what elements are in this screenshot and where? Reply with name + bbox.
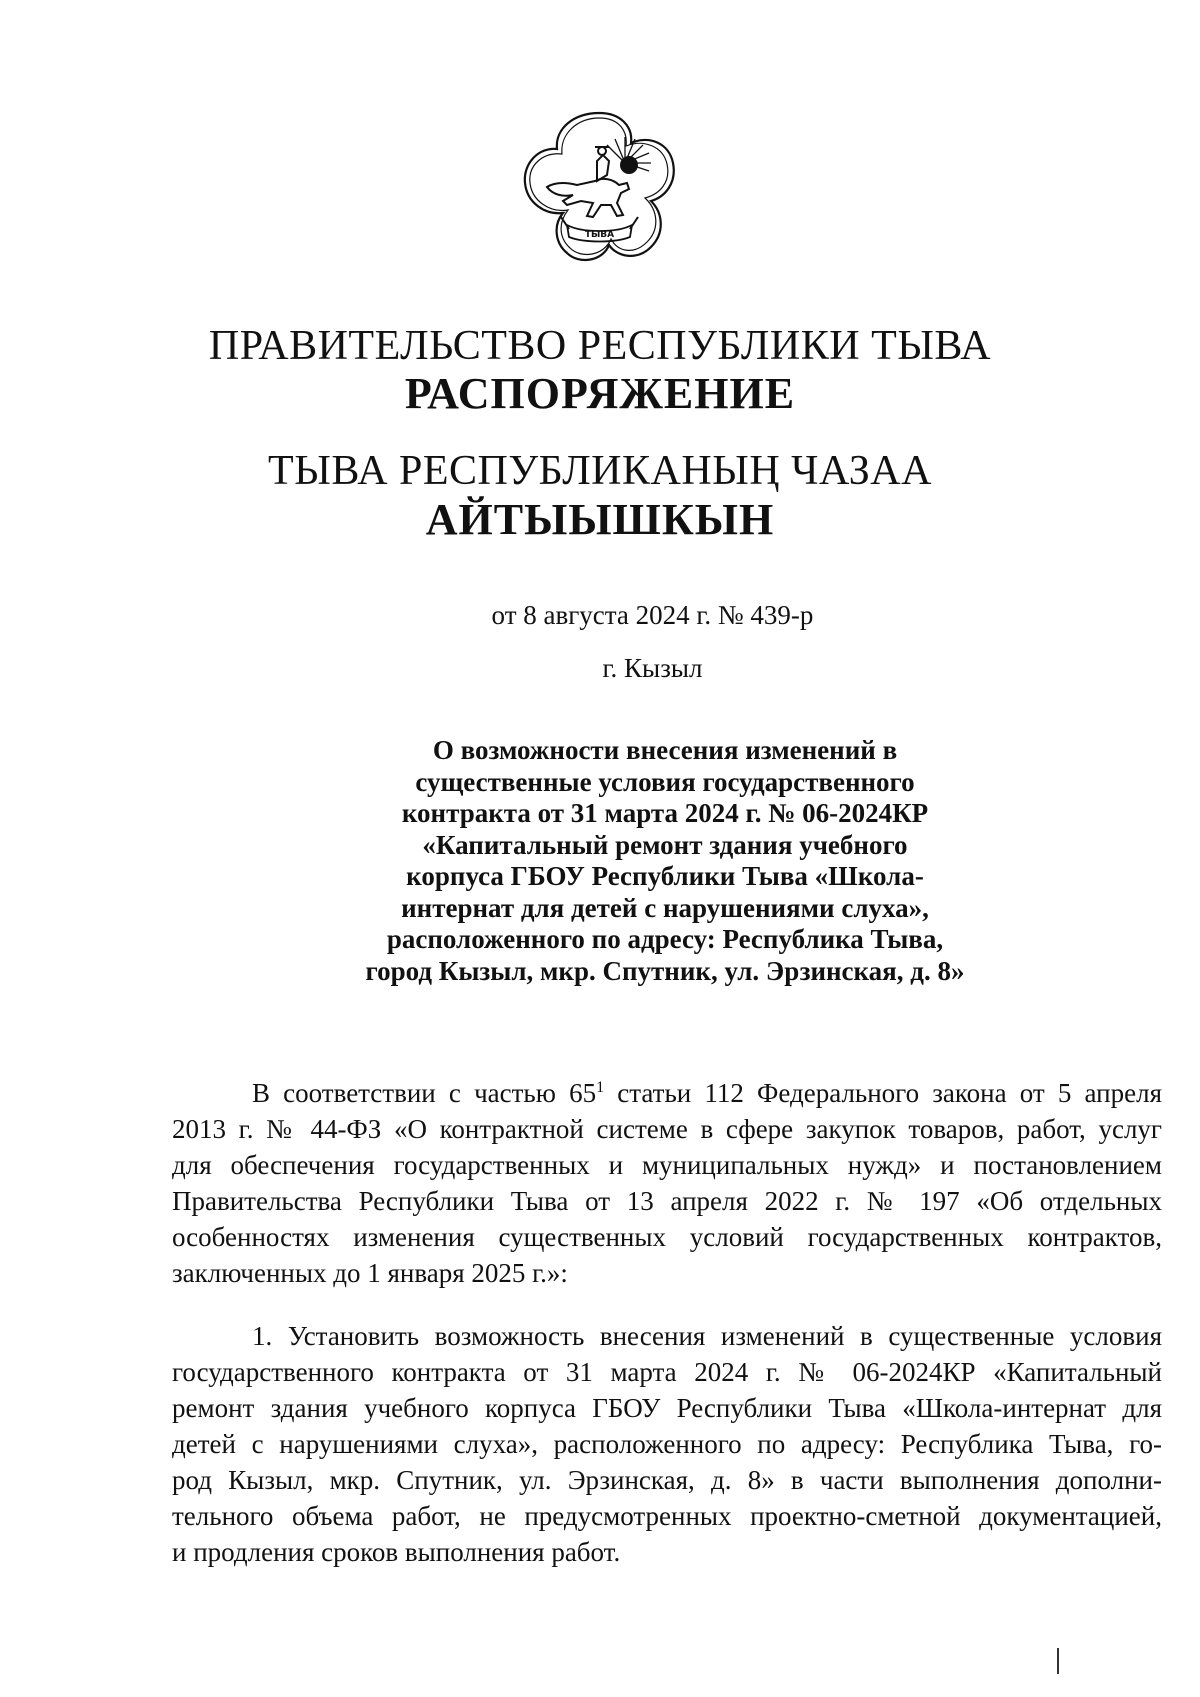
- preamble-text: статьи 112 Федерального закона от 5 апреля: [604, 1078, 1162, 1108]
- preamble-line: Правительства Республики Тыва от 13 апреля 2022 г. № 197 «Об отдельных: [172, 1186, 1162, 1216]
- item-line: тельного объема работ, не предусмотренных проектно-сметной документацией,: [172, 1501, 1162, 1531]
- government-title-tuvan: ТЫВА РЕСПУБЛИКАНЫҢ ЧАЗАА: [268, 448, 932, 494]
- subject-line: О возможности внесения изменений в: [432, 735, 898, 765]
- preamble-line: [172, 1070, 1162, 1111]
- document-type: РАСПОРЯЖЕНИЕ: [404, 369, 796, 418]
- item-line: детей с нарушениями слуха», расположенного по адресу: Республика Тыва, го-: [172, 1429, 1162, 1459]
- preamble-paragraph: [172, 1070, 1162, 1291]
- scan-mark: [1057, 1648, 1059, 1674]
- preamble-line: для обеспечения государственных и муниципальных нужд» и постановлением: [172, 1150, 1162, 1180]
- item-line: 1. Установить возможность внесения изменений в существенные условия: [252, 1321, 1162, 1351]
- item-line: государственного контракта от 31 марта 2024 г. № 06-2024КР «Капитальный: [172, 1357, 1162, 1387]
- preamble-line: 2013 г. № 44-ФЗ «О контрактной системе в сфере закупок товаров, работ, услуг: [172, 1114, 1162, 1144]
- subject-line: контракта от 31 марта 2024 г. № 06-2024КР: [401, 798, 929, 828]
- subject-line: «Капитальный ремонт здания учебного: [422, 829, 908, 860]
- government-title: ПРАВИТЕЛЬСТВО РЕСПУБЛИКИ ТЫВА: [208, 323, 992, 369]
- subject-line: интернат для детей с нарушениями слуха»,: [401, 892, 929, 923]
- preamble-line: особенностях изменения существенных условий государственных контрактов,: [172, 1222, 1162, 1252]
- preamble-line: заключенных до 1 января 2025 г.»:: [172, 1258, 568, 1288]
- document-type-tuvan: АЙТЫЫШКЫН: [425, 495, 775, 544]
- subject-line: город Кызыл, мкр. Спутник, ул. Эрзинская, д. 8»: [365, 955, 965, 986]
- emblem-text: ТЫВА: [584, 230, 615, 240]
- superscript: 1: [596, 1079, 605, 1096]
- item-line: род Кызыл, мкр. Спутник, ул. Эрзинская, д. 8» в части выполнения дополни-: [172, 1465, 1162, 1495]
- subject-line: существенные условия государственного: [415, 766, 915, 797]
- document-subject: [300, 735, 1030, 987]
- item-line: ремонт здания учебного корпуса ГБОУ Республики Тыва «Школа-интернат для: [172, 1393, 1162, 1423]
- item-line: и продления сроков выполнения работ.: [172, 1537, 621, 1567]
- preamble-text: В соответствии с частью 65: [252, 1078, 597, 1108]
- date-and-number: от 8 августа 2024 г. № 439-р: [491, 600, 814, 630]
- subject-line: корпуса ГБОУ Республики Тыва «Школа-: [406, 861, 924, 891]
- item-1-paragraph: [172, 1318, 1162, 1570]
- coat-of-arms-emblem: [517, 105, 682, 270]
- subject-line: расположенного по адресу: Республика Тыва,: [386, 924, 944, 954]
- city-name: г. Кызыл: [602, 653, 703, 683]
